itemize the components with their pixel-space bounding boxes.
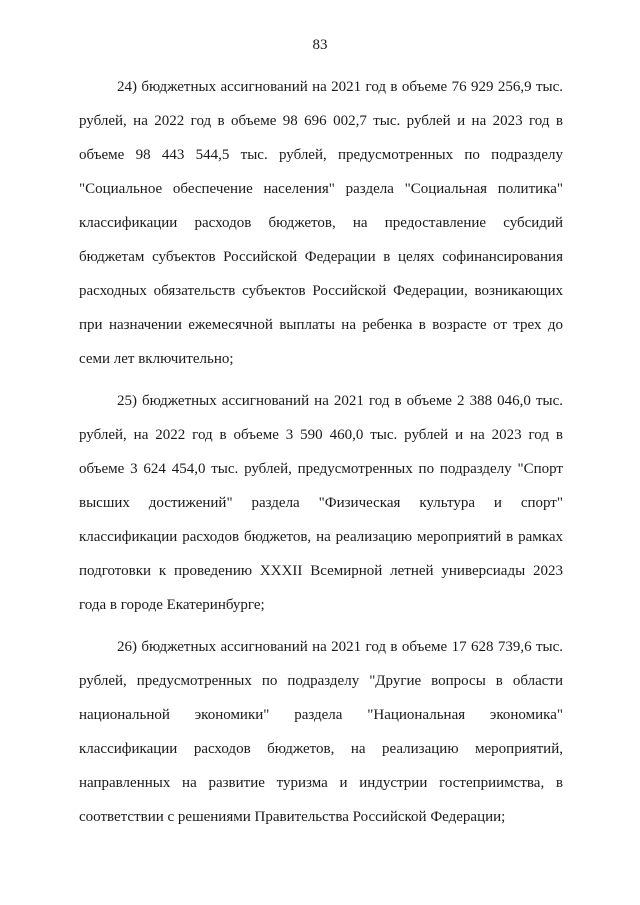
text-line: объеме 98 443 544,5 тыс. рублей, предусмотренных по подразделу: [79, 147, 563, 163]
text-line: рублей, предусмотренных по подразделу "Другие вопросы в области: [79, 673, 563, 689]
text-line: рублей, на 2022 год в объеме 98 696 002,7 тыс. рублей и на 2023 год в: [79, 113, 563, 129]
text-line: классификации расходов бюджетов, на реализацию мероприятий в рамках: [79, 529, 563, 545]
text-line: бюджетам субъектов Российской Федерации в целях софинансирования: [79, 249, 563, 265]
text-line: при назначении ежемесячной выплаты на ребенка в возрасте от трех до: [79, 317, 563, 333]
text-line: 25) бюджетных ассигнований на 2021 год в объеме 2 388 046,0 тыс.: [117, 393, 563, 409]
paragraph-item-26: [79, 630, 563, 834]
text-line: рублей, на 2022 год в объеме 3 590 460,0 тыс. рублей и на 2023 год в: [79, 427, 563, 443]
text-line: классификации расходов бюджетов, на реализацию мероприятий,: [79, 741, 563, 757]
text-line: классификации расходов бюджетов, на предоставление субсидий: [79, 215, 563, 231]
text-line: "Социальное обеспечение населения" раздела "Социальная политика": [79, 181, 563, 197]
text-line: направленных на развитие туризма и индустрии гостеприимства, в: [79, 775, 563, 791]
text-line: подготовки к проведению XXXII Всемирной летней универсиады 2023: [79, 563, 563, 579]
paragraph-item-25: [79, 384, 563, 622]
paragraph-item-24: [79, 70, 563, 376]
text-line: 24) бюджетных ассигнований на 2021 год в объеме 76 929 256,9 тыс.: [117, 79, 563, 95]
document-body: [79, 70, 563, 842]
text-line: объеме 3 624 454,0 тыс. рублей, предусмотренных по подразделу "Спорт: [79, 461, 563, 477]
text-line: соответствии с решениями Правительства Российской Федерации;: [79, 809, 506, 825]
page-number: 83: [312, 37, 328, 53]
text-line: высших достижений" раздела "Физическая культура и спорт": [79, 495, 563, 511]
text-line: расходных обязательств субъектов Российской Федерации, возникающих: [79, 283, 563, 299]
text-line: года в городе Екатеринбурге;: [79, 597, 265, 613]
text-line: 26) бюджетных ассигнований на 2021 год в объеме 17 628 739,6 тыс.: [117, 639, 563, 655]
text-line: семи лет включительно;: [79, 351, 234, 367]
text-line: национальной экономики" раздела "Национальная экономика": [79, 707, 563, 723]
